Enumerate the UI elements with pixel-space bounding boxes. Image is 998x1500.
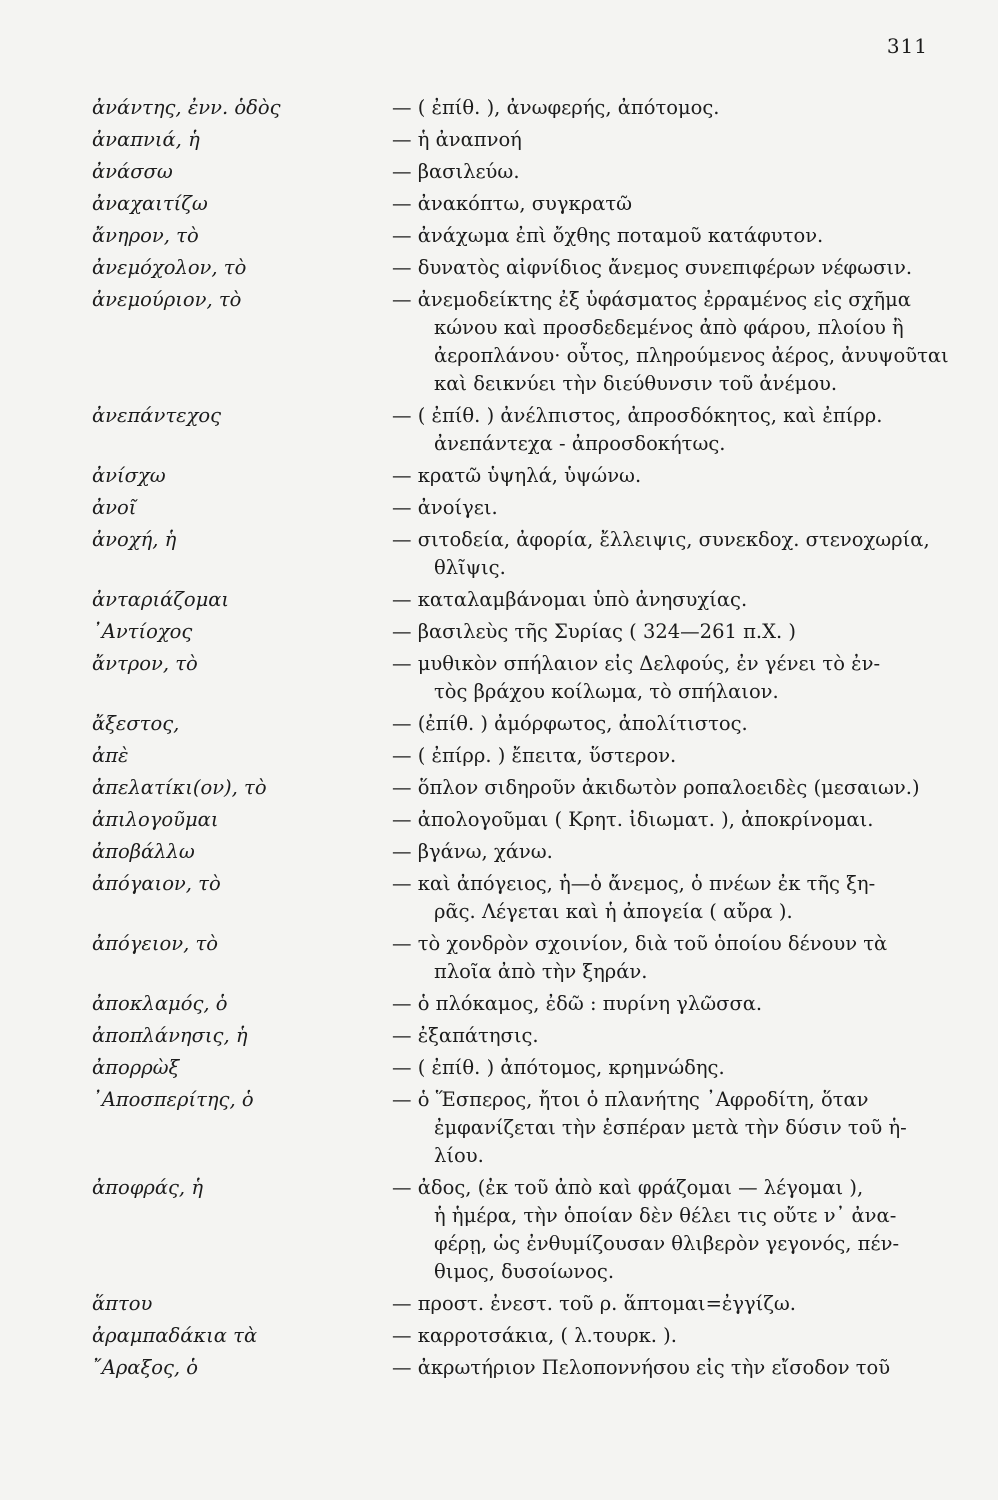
entry-definition — [392, 838, 942, 866]
entry-term: ἀνεμούριον, τὸ — [92, 288, 242, 311]
glossary-entry — [92, 286, 949, 398]
entry-term: ἀποφράς, ἡ — [92, 1176, 204, 1199]
glossary-entry — [92, 402, 942, 458]
definition-line: — ( ἐπίθ. ) ἀπότομος, κρημνώδης. — [392, 1056, 725, 1079]
entry-term: ᾿Αποσπερίτης, ὁ — [92, 1088, 254, 1111]
entry-term: ἀποπλάνησις, ἡ — [92, 1024, 248, 1047]
glossary-entry — [92, 254, 942, 282]
definition-line: — προστ. ἐνεστ. τοῦ ρ. ἅπτομαι=ἐγγίζω. — [392, 1292, 796, 1315]
definition-line: — κρατῶ ὑψηλά, ὑψώνω. — [392, 464, 642, 487]
entry-term: ἀπόγειον, τὸ — [92, 932, 219, 955]
definition-line: — ἐξαπάτησις. — [392, 1024, 539, 1047]
glossary-entry — [92, 1022, 942, 1050]
definition-line: — ὅπλον σιδηροῦν ἀκιδωτὸν ροπαλοειδὲς (μεσαιων.) — [392, 776, 920, 799]
entry-term: ἀπὲ — [92, 744, 129, 767]
glossary-entry — [92, 158, 942, 186]
definition-line: καὶ δεικνύει τὴν διεύθυνσιν τοῦ ἀνέμου. — [434, 372, 838, 395]
definition-line: — βασιλεύω. — [392, 160, 520, 183]
entry-definition — [392, 526, 942, 582]
definition-line: ρᾶς. Λέγεται καὶ ἡ ἀπογεία ( αὔρα ). — [434, 900, 793, 923]
glossary-list — [92, 94, 949, 1386]
definition-line: πλοῖα ἀπὸ τὴν ξηράν. — [434, 960, 648, 983]
definition-line: — καὶ ἀπόγειος, ἡ—ὁ ἄνεμος, ὁ πνέων ἐκ τῆς ξη- — [392, 872, 876, 895]
glossary-entry — [92, 710, 942, 738]
glossary-entry — [92, 1322, 942, 1350]
entry-definition — [392, 222, 942, 250]
definition-line: θλῖψις. — [434, 556, 506, 579]
glossary-entry — [92, 774, 942, 802]
definition-line: — ἀνοίγει. — [392, 496, 498, 519]
definition-line: — ἀδος, (ἐκ τοῦ ἀπὸ καὶ φράζομαι — λέγομαι ), — [392, 1176, 864, 1199]
entry-definition — [392, 462, 942, 490]
page-number: 311 — [886, 34, 928, 58]
definition-line: ἀνεπάντεχα - ἀπροσδοκήτως. — [434, 432, 726, 455]
entry-term: ἀνάντης, ἐνν. ὁδὸς — [92, 96, 281, 119]
entry-term: ἀποκλαμός, ὁ — [92, 992, 228, 1015]
definition-line: — ἡ ἀναπνοή — [392, 128, 522, 151]
definition-line: — μυθικὸν σπήλαιον εἰς Δελφούς, ἐν γένει τὸ ἐν- — [392, 652, 881, 675]
glossary-entry — [92, 190, 942, 218]
entry-term: ἀραμπαδάκια τὰ — [92, 1324, 258, 1347]
entry-definition — [392, 94, 942, 122]
definition-line: — δυνατὸς αἰφνίδιος ἄνεμος συνεπιφέρων νέφωσιν. — [392, 256, 913, 279]
entry-definition — [392, 990, 942, 1018]
entry-definition — [392, 806, 942, 834]
definition-line: — τὸ χονδρὸν σχοινίον, διὰ τοῦ ὁποίου δένουν τὰ — [392, 932, 888, 955]
glossary-entry — [92, 870, 942, 926]
entry-term: ἀνοῖ — [92, 496, 137, 519]
entry-definition — [392, 286, 949, 398]
entry-term: ἄνηρον, τὸ — [92, 224, 199, 247]
glossary-entry — [92, 1290, 942, 1318]
definition-line: λίου. — [434, 1144, 484, 1167]
glossary-entry — [92, 742, 942, 770]
entry-definition — [392, 1322, 942, 1350]
glossary-entry — [92, 1354, 942, 1382]
entry-definition — [392, 1354, 942, 1382]
entry-term: ἄξεστος, — [92, 712, 180, 735]
entry-term: ἀνεμόχολον, τὸ — [92, 256, 247, 279]
entry-term: ἀπόγαιον, τὸ — [92, 872, 221, 895]
glossary-entry — [92, 930, 942, 986]
entry-definition — [392, 126, 942, 154]
definition-line: — ( ἐπίθ. ) ἀνέλπιστος, ἀπροσδόκητος, καὶ ἐπίρρ. — [392, 404, 883, 427]
glossary-entry — [92, 618, 942, 646]
glossary-entry — [92, 222, 942, 250]
definition-line: κώνου καὶ προσδεδεμένος ἀπὸ φάρου, πλοίου ἢ — [434, 316, 904, 339]
definition-line: — ( ἐπίρρ. ) ἔπειτα, ὕστερον. — [392, 744, 677, 767]
entry-term: ἅπτου — [92, 1292, 153, 1315]
glossary-entry — [92, 650, 942, 706]
glossary-entry — [92, 526, 942, 582]
definition-line: — βγάνω, χάνω. — [392, 840, 553, 863]
entry-term: ἀναχαιτίζω — [92, 192, 208, 215]
entry-definition — [392, 930, 942, 986]
definition-line: — ἀνακόπτω, συγκρατῶ — [392, 192, 633, 215]
definition-line: ἡ ἡμέρα, τὴν ὁποίαν δὲν θέλει τις οὔτε ν᾿ ἀνα- — [434, 1204, 897, 1227]
definition-line: — σιτοδεία, ἀφορία, ἔλλειψις, συνεκδοχ. στενοχωρία, — [392, 528, 930, 551]
glossary-entry — [92, 586, 942, 614]
entry-term: ἀναπνιά, ἡ — [92, 128, 200, 151]
entry-term: ᾿Αντίοχος — [92, 620, 193, 643]
glossary-entry — [92, 462, 942, 490]
glossary-entry — [92, 94, 942, 122]
entry-definition — [392, 774, 942, 802]
definition-line: — καρροτσάκια, ( λ.τουρκ. ). — [392, 1324, 677, 1347]
entry-definition — [392, 1022, 942, 1050]
entry-definition — [392, 650, 942, 706]
definition-line: — βασιλεὺς τῆς Συρίας ( 324—261 π.Χ. ) — [392, 620, 797, 643]
glossary-entry — [92, 990, 942, 1018]
entry-definition — [392, 402, 942, 458]
definition-line: — ἀπολογοῦμαι ( Κρητ. ἰδιωματ. ), ἀποκρίνομαι. — [392, 808, 874, 831]
entry-definition — [392, 1174, 942, 1286]
entry-definition — [392, 618, 942, 646]
entry-definition — [392, 1054, 942, 1082]
entry-term: ἀνάσσω — [92, 160, 173, 183]
entry-term: ἀπορρὼξ — [92, 1056, 180, 1079]
glossary-entry — [92, 494, 942, 522]
entry-term: ἀνταριάζομαι — [92, 588, 230, 611]
entry-definition — [392, 710, 942, 738]
glossary-entry — [92, 806, 942, 834]
entry-definition — [392, 742, 942, 770]
glossary-entry — [92, 838, 942, 866]
glossary-entry — [92, 1054, 942, 1082]
entry-definition — [392, 1290, 942, 1318]
entry-definition — [392, 870, 942, 926]
entry-definition — [392, 1086, 942, 1170]
entry-term: ῎Αραξος, ὁ — [92, 1356, 199, 1379]
glossary-entry — [92, 1174, 942, 1286]
definition-line: — καταλαμβάνομαι ὑπὸ ἀνησυχίας. — [392, 588, 748, 611]
entry-term: ἀνεπάντεχος — [92, 404, 222, 427]
definition-line: τὸς βράχου κοίλωμα, τὸ σπήλαιον. — [434, 680, 779, 703]
definition-line: — ἀνάχωμα ἐπὶ ὄχθης ποταμοῦ κατάφυτον. — [392, 224, 824, 247]
definition-line: ἀεροπλάνου· οὗτος, πληρούμενος ἀέρος, ἀνυψοῦται — [434, 344, 949, 367]
entry-term: ἄντρον, τὸ — [92, 652, 198, 675]
definition-line: θιμος, δυσοίωνος. — [434, 1260, 615, 1283]
entry-term: ἀπελατίκι(ον), τὸ — [92, 776, 267, 799]
definition-line: φέρῃ, ὡς ἐνθυμίζουσαν θλιβερὸν γεγονός, πέν- — [434, 1232, 900, 1255]
entry-definition — [392, 494, 942, 522]
glossary-entry — [92, 1086, 942, 1170]
entry-definition — [392, 190, 942, 218]
glossary-entry — [92, 126, 942, 154]
definition-line: — ( ἐπίθ. ), ἀνωφερής, ἀπότομος. — [392, 96, 720, 119]
definition-line: — ὁ πλόκαμος, ἐδῶ : πυρίνη γλῶσσα. — [392, 992, 763, 1015]
definition-line: — ἀνεμοδείκτης ἐξ ὑφάσματος ἐρραμένος εἰς σχῆμα — [392, 288, 911, 311]
definition-line: — (ἐπίθ. ) ἀμόρφωτος, ἀπολίτιστος. — [392, 712, 748, 735]
definition-line: — ἀκρωτήριον Πελοποννήσου εἰς τὴν εἴσοδον τοῦ — [392, 1356, 891, 1379]
entry-definition — [392, 586, 942, 614]
definition-line: — ὁ Ἕσπερος, ἤτοι ὁ πλανήτης ᾿Αφροδίτη, ὅταν — [392, 1088, 869, 1111]
entry-term: ἀποβάλλω — [92, 840, 195, 863]
entry-definition — [392, 254, 942, 282]
entry-term: ἀπιλογοῦμαι — [92, 808, 219, 831]
entry-term: ἀνίσχω — [92, 464, 166, 487]
definition-line: ἐμφανίζεται τὴν ἑσπέραν μετὰ τὴν δύσιν τοῦ ἡ- — [434, 1116, 907, 1139]
entry-definition — [392, 158, 942, 186]
entry-term: ἀνοχή, ἡ — [92, 528, 177, 551]
